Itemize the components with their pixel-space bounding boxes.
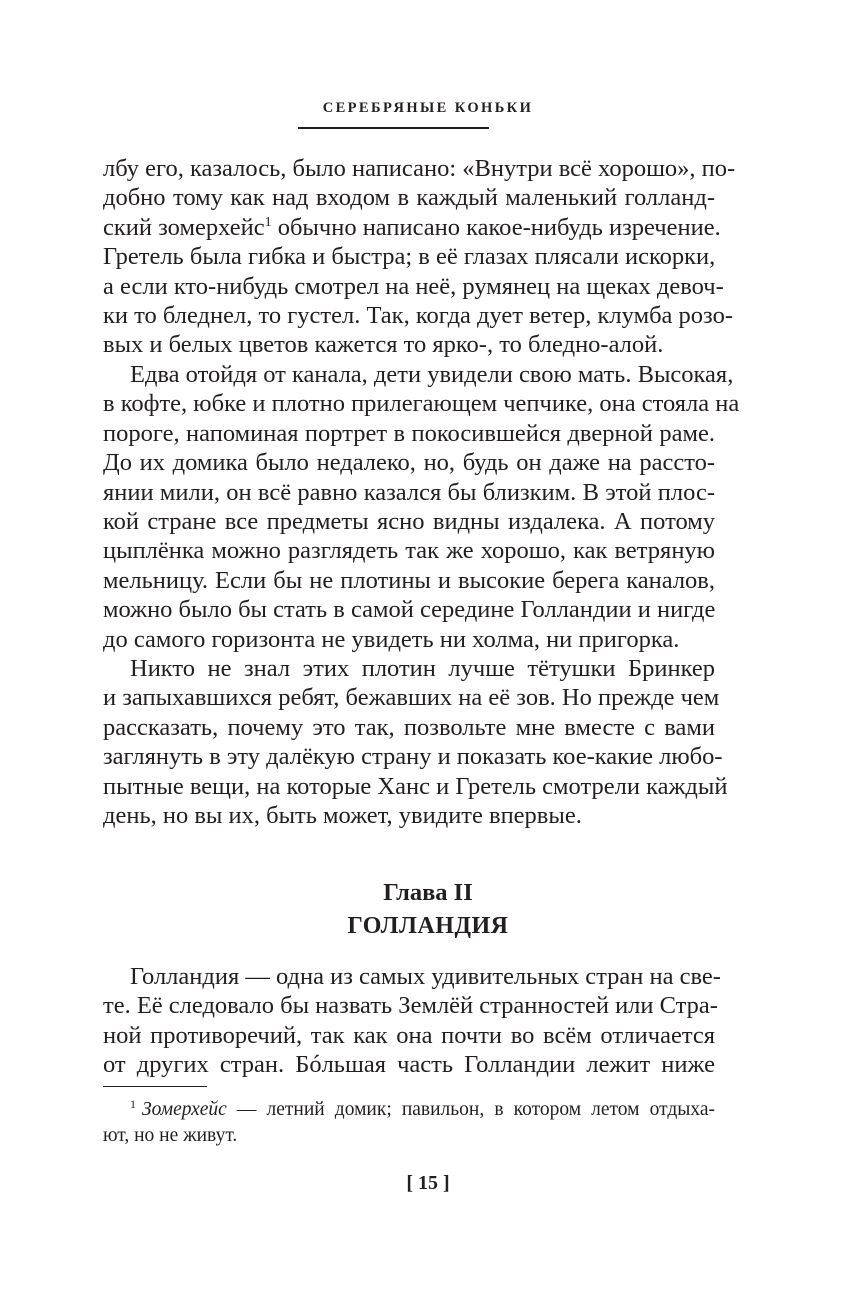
text-line: а если кто-нибудь смотрел на неё, румянец на щеках девоч- xyxy=(103,272,724,300)
running-head: СЕРЕБРЯНЫЕ КОНЬКИ xyxy=(322,100,534,116)
footnote-rule xyxy=(103,1086,207,1087)
footnote-mark: 1 xyxy=(130,1097,136,1111)
text-line: и запыхавшихся ребят, бежавших на её зов. Но прежде чем xyxy=(103,684,720,712)
page-number: [ 15 ] xyxy=(406,1172,450,1194)
text-line: кой стране все предметы ясно видны издалека. А потому xyxy=(103,507,715,535)
text-line: в кофте, юбке и плотно прилегающем чепчике, она стояла на xyxy=(103,390,740,418)
paragraph-1 xyxy=(103,154,736,360)
footnote-line: ют, но не живут. xyxy=(103,1125,238,1146)
text-line: до самого горизонта не увидеть ни холма, ни пригорка. xyxy=(103,625,680,653)
text-line: ной противоречий, так как она почти во всём отличается xyxy=(103,1021,715,1049)
text-fragment: обычно написано какое-нибудь изречение. xyxy=(271,213,721,241)
footnote-line xyxy=(103,1097,715,1123)
footnote xyxy=(103,1097,715,1149)
text-line: добно тому как над входом в каждый маленький голланд- xyxy=(103,184,715,212)
paragraph-4 xyxy=(103,962,721,1080)
footnote-term: Зомерхейс xyxy=(142,1099,227,1120)
text-line: от других стран. Бóльшая часть Голландии лежит ниже xyxy=(103,1051,715,1079)
text-line xyxy=(103,213,721,242)
text-line: Едва отойдя от канала, дети увидели свою мать. Высокая, xyxy=(130,361,734,388)
text-line: Голландия — одна из самых удивительных стран на све- xyxy=(130,963,721,990)
text-line: лбу его, казалось, было написано: «Внутри всё хорошо», по- xyxy=(103,155,736,182)
chapter-number: Глава II xyxy=(383,879,473,906)
chapter-title: ГОЛЛАНДИЯ xyxy=(347,913,509,939)
text-fragment: ский зомерхейс xyxy=(103,213,265,241)
footnote-text: — летний домик; павильон, в котором летом отдыха- xyxy=(226,1099,715,1120)
text-line: цыплёнка можно разглядеть так же хорошо, как ветряную xyxy=(103,537,715,565)
paragraph-3 xyxy=(103,654,728,830)
text-line: пытные вещи, на которые Ханс и Гретель смотрели каждый xyxy=(103,772,728,800)
text-line: те. Её следовало бы назвать Землёй странностей или Стра- xyxy=(103,992,718,1020)
text-line: ки то бледнел, то густел. Так, когда дует ветер, клумба розо- xyxy=(103,301,733,329)
paragraph-2 xyxy=(103,360,740,654)
footnote-reference[interactable]: 1 xyxy=(264,214,272,230)
text-line: янии мили, он всё равно казался бы близким. В этой плос- xyxy=(103,478,715,506)
text-line: вых и белых цветов кажется то ярко-, то бледно-алой. xyxy=(103,331,664,359)
text-line: можно было бы стать в самой середине Голландии и нигде xyxy=(103,596,716,624)
text-line: До их домика было недалеко, но, будь он даже на рассто- xyxy=(103,449,715,477)
text-line: Никто не знал этих плотин лучше тётушки Бринкер xyxy=(130,655,715,682)
text-line: пороге, напоминая портрет в покосившейся дверной раме. xyxy=(103,419,715,447)
text-line: день, но вы их, быть может, увидите впервые. xyxy=(103,801,582,829)
text-line: Гретель была гибка и быстра; в её глазах плясали искорки, xyxy=(103,243,716,271)
text-line: мельницу. Если бы не плотины и высокие берега каналов, xyxy=(103,566,715,594)
text-line: рассказать, почему это так, позвольте мне вместе с вами xyxy=(103,713,715,741)
running-head-rule xyxy=(298,127,489,129)
text-line: заглянуть в эту далёкую страну и показать кое-какие любо- xyxy=(103,743,723,771)
